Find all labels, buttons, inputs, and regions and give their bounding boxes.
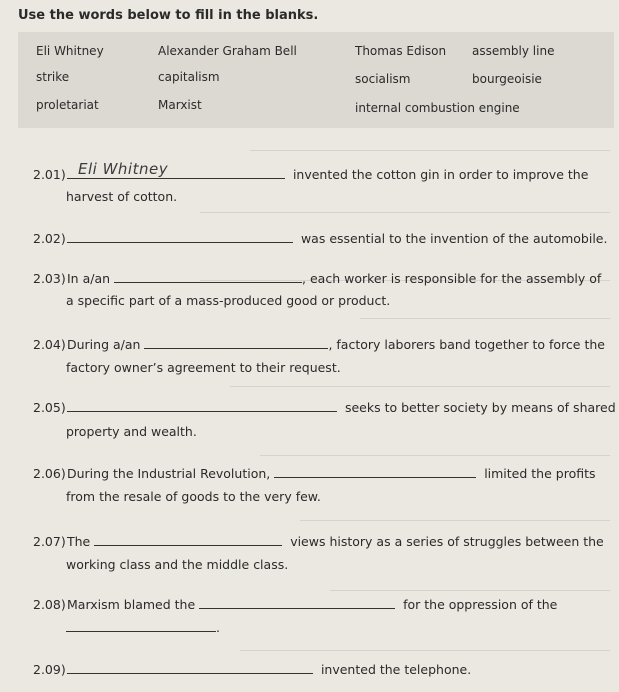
question-continuation: factory owner’s agreement to their request. bbox=[66, 360, 341, 375]
word-bank-item: socialism bbox=[355, 72, 411, 86]
answer-blank[interactable] bbox=[94, 534, 282, 546]
word-bank-item: Alexander Graham Bell bbox=[158, 44, 297, 58]
question-continuation: working class and the middle class. bbox=[66, 557, 289, 572]
word-bank-item: Eli Whitney bbox=[36, 44, 104, 58]
question-2-09: 2.09) invented the telephone. bbox=[33, 662, 472, 677]
answer-blank[interactable] bbox=[67, 662, 313, 674]
word-bank-item: Thomas Edison bbox=[355, 44, 447, 58]
answer-blank[interactable] bbox=[199, 597, 395, 609]
handwritten-answer: Eli Whitney bbox=[78, 160, 169, 178]
word-bank-item: proletariat bbox=[36, 98, 99, 112]
word-bank-item: bourgeoisie bbox=[472, 72, 542, 86]
answer-blank[interactable] bbox=[67, 400, 337, 412]
question-2-06: 2.06)During the Industrial Revolution, limited the profits bbox=[33, 466, 596, 481]
word-bank-item: strike bbox=[36, 70, 70, 84]
question-continuation: . bbox=[66, 620, 220, 635]
question-continuation: from the resale of goods to the very few. bbox=[66, 489, 321, 504]
word-bank-item: internal combustion engine bbox=[355, 101, 520, 115]
answer-blank[interactable] bbox=[66, 620, 216, 632]
question-2-03: 2.03)In a/an , each worker is responsible for the assembly of bbox=[33, 271, 602, 286]
question-continuation: a specific part of a mass-produced good or product. bbox=[66, 293, 391, 308]
word-bank bbox=[18, 32, 614, 128]
question-2-08: 2.08)Marxism blamed the for the oppression of the bbox=[33, 597, 558, 612]
answer-blank[interactable] bbox=[114, 271, 302, 283]
answer-blank[interactable] bbox=[144, 337, 328, 349]
question-2-07: 2.07)The views history as a series of struggles between the bbox=[33, 534, 604, 549]
word-bank-item: capitalism bbox=[158, 70, 220, 84]
instructions-title: Use the words below to fill in the blanks. bbox=[18, 8, 319, 23]
answer-blank[interactable] bbox=[67, 231, 293, 243]
question-continuation: property and wealth. bbox=[66, 424, 197, 439]
question-2-01: 2.01) invented the cotton gin in order to improve the bbox=[33, 167, 589, 182]
question-2-02: 2.02) was essential to the invention of the automobile. bbox=[33, 231, 608, 246]
answer-blank[interactable] bbox=[274, 466, 476, 478]
question-continuation: harvest of cotton. bbox=[66, 189, 178, 204]
word-bank-item: Marxist bbox=[158, 98, 202, 112]
question-2-04: 2.04)During a/an , factory laborers band together to force the bbox=[33, 337, 605, 352]
word-bank-item: assembly line bbox=[472, 44, 555, 58]
question-2-05: 2.05) seeks to better society by means of shared bbox=[33, 400, 616, 415]
